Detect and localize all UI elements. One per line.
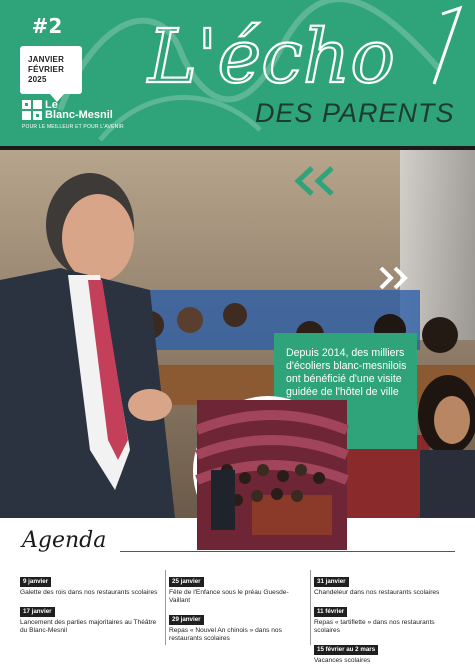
event-date: 29 janvier	[169, 615, 204, 625]
event-description: Vacances scolaires	[314, 657, 371, 664]
date-year: 2025	[28, 75, 47, 84]
event-date: 11 février	[314, 607, 347, 617]
event-date: 17 janvier	[20, 607, 55, 617]
agenda-column-2	[165, 570, 305, 645]
pen-stroke-decoration	[434, 8, 460, 84]
publication-title-text: L'écho	[148, 14, 395, 100]
publication-title	[142, 4, 472, 100]
agenda-heading: Agenda	[22, 528, 107, 553]
city-logo	[22, 100, 132, 136]
agenda-rule	[120, 551, 455, 552]
inset-photo-senate	[193, 396, 343, 546]
quote-text: Depuis 2014, des milliers d'écoliers blanc-mesnilois ont bénéficié d'une visite guidée de l'hôtel de ville	[286, 347, 407, 398]
agenda-event	[314, 570, 450, 597]
close-quote-icon	[377, 266, 411, 290]
city-crest-icon	[22, 100, 42, 120]
city-tagline: POUR LE MEILLEUR ET POUR L'AVENIR	[22, 124, 124, 130]
agenda-event	[314, 600, 450, 635]
agenda-column-3	[310, 570, 450, 664]
agenda-event	[169, 570, 305, 605]
event-description: Lancement des parties majoritaires au Théâtre du Blanc-Mesnil	[20, 619, 157, 634]
event-description: Fête de l'Enfance sous le préau Guesde-Vaillant	[169, 589, 289, 604]
agenda-event	[20, 600, 160, 635]
issue-number-text: #2	[31, 14, 63, 38]
event-description: Chandeleur dans nos restaurants scolaires	[314, 589, 440, 596]
inset-scene	[197, 400, 347, 550]
city-name-line-2: Blanc-Mesnil	[45, 109, 113, 121]
event-description: Repas « Nouvel An chinois » dans nos restaurants scolaires	[169, 627, 282, 642]
event-date: 25 janvier	[169, 577, 204, 587]
event-date: 31 janvier	[314, 577, 349, 587]
event-date: 15 février au 2 mars	[314, 645, 378, 655]
issue-date-badge	[20, 46, 82, 94]
issue-number	[22, 6, 72, 46]
event-date: 9 janvier	[20, 577, 51, 587]
open-quote-icon	[292, 166, 338, 196]
event-description: Galette des rois dans nos restaurants scolaires	[20, 589, 158, 596]
masthead	[0, 0, 475, 146]
agenda-column-1	[20, 570, 160, 638]
event-description: Repas « tartiflette » dans nos restaurants scolaires	[314, 619, 435, 634]
agenda-event	[314, 638, 450, 665]
city-name-line-1: Le	[45, 99, 58, 111]
date-month-2: FÉVRIER	[28, 65, 65, 74]
agenda-event	[169, 608, 305, 643]
agenda-event	[20, 570, 160, 597]
publication-subtitle: DES PARENTS	[255, 98, 455, 128]
date-month-1: JANVIER	[28, 55, 65, 64]
